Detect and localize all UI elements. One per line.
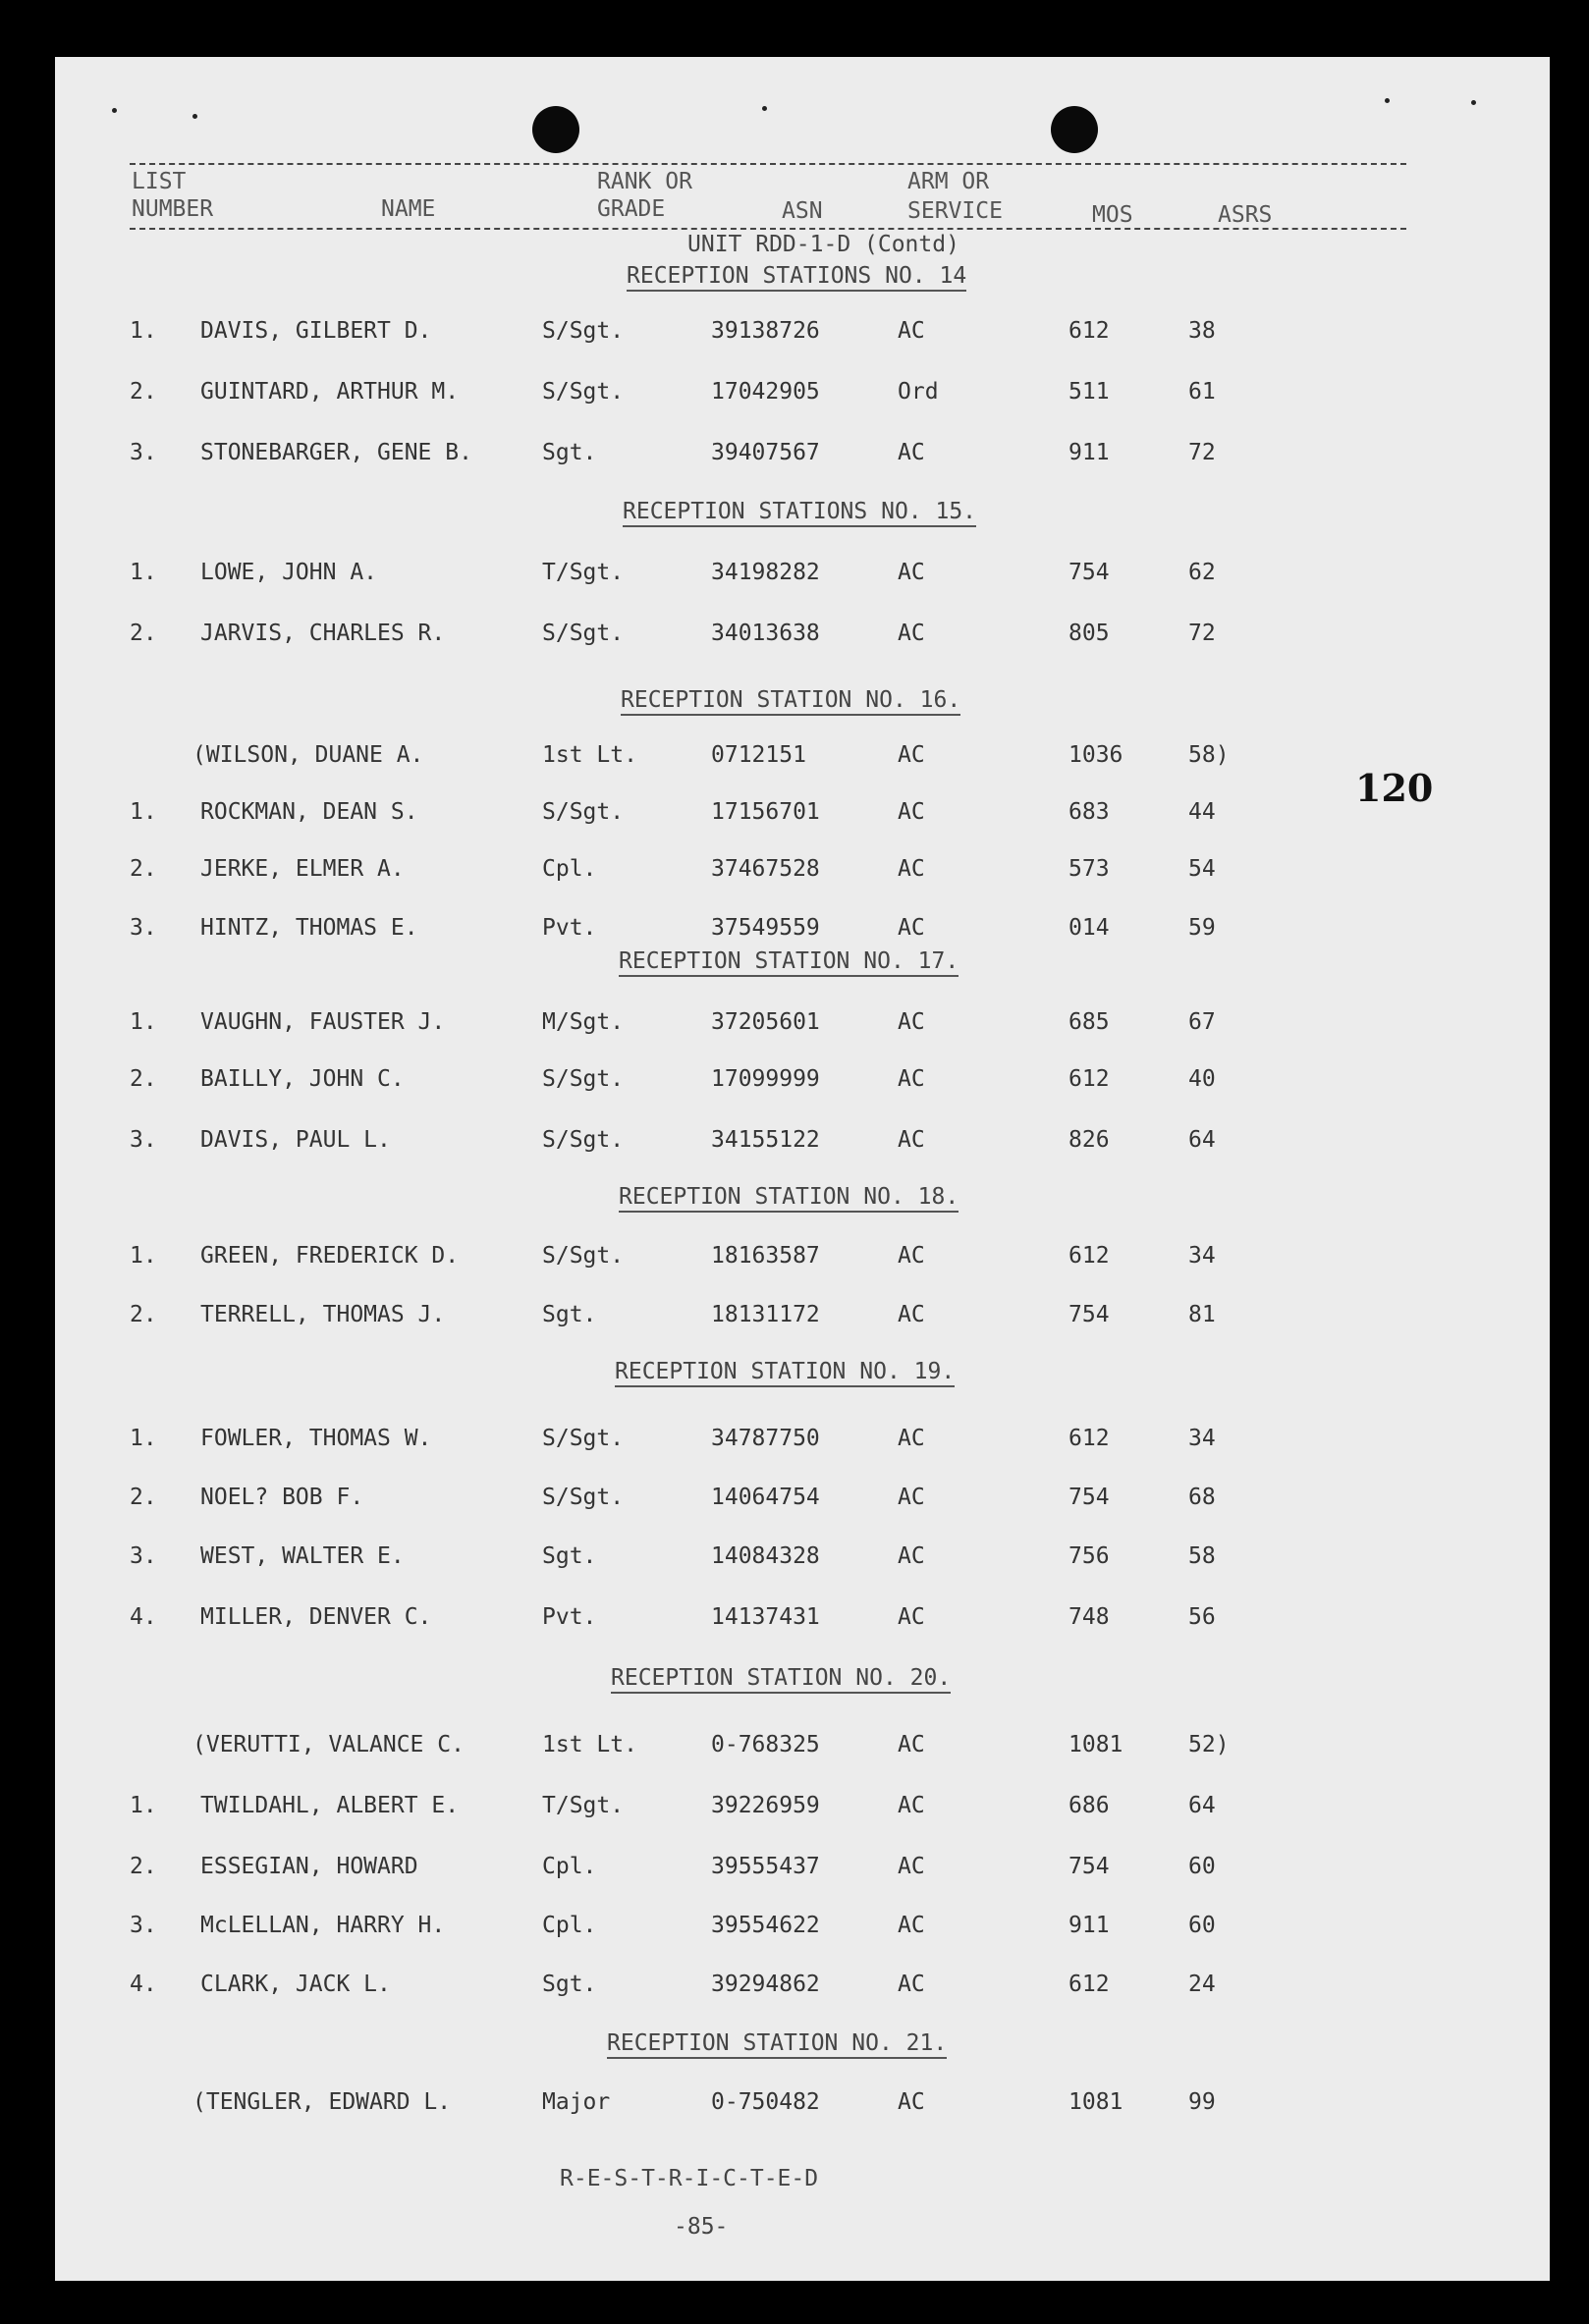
header-asrs: ASRS <box>1218 202 1273 228</box>
cell-arm: AC <box>898 1913 925 1938</box>
cell-num: 4. <box>130 1972 157 1997</box>
header-service: SERVICE <box>907 198 1003 224</box>
cell-asn: 39226959 <box>711 1793 820 1818</box>
cell-arm: AC <box>898 1243 925 1269</box>
cell-name: (WILSON, DUANE A. <box>192 742 424 768</box>
speck <box>1471 100 1476 105</box>
cell-mos: 612 <box>1068 1243 1110 1269</box>
cell-asrs: 38 <box>1188 318 1216 344</box>
cell-name: GUINTARD, ARTHUR M. <box>200 379 460 405</box>
cell-mos: 805 <box>1068 621 1110 646</box>
cell-rank: Pvt. <box>542 1604 597 1630</box>
cell-asn: 0-750482 <box>711 2089 820 2115</box>
cell-num: 2. <box>130 856 157 882</box>
cell-rank: Sgt. <box>542 440 597 465</box>
section-title: RECEPTION STATION NO. 18. <box>619 1184 959 1213</box>
cell-mos: 911 <box>1068 440 1110 465</box>
cell-asrs: 59 <box>1188 915 1216 941</box>
cell-asrs: 24 <box>1188 1972 1216 1997</box>
cell-name: STONEBARGER, GENE B. <box>200 440 472 465</box>
cell-asrs: 52) <box>1188 1732 1230 1757</box>
section-title: RECEPTION STATION NO. 16. <box>621 687 960 716</box>
cell-num: 1. <box>130 1793 157 1818</box>
cell-num: 2. <box>130 1066 157 1092</box>
cell-arm: AC <box>898 560 925 585</box>
cell-name: TERRELL, THOMAS J. <box>200 1302 446 1327</box>
cell-mos: 612 <box>1068 1426 1110 1451</box>
cell-arm: AC <box>898 1972 925 1997</box>
cell-rank: 1st Lt. <box>542 742 637 768</box>
cell-asrs: 67 <box>1188 1009 1216 1035</box>
header-arm: ARM OR <box>907 169 990 194</box>
cell-num: 1. <box>130 1009 157 1035</box>
cell-mos: 748 <box>1068 1604 1110 1630</box>
cell-rank: Pvt. <box>542 915 597 941</box>
cell-asrs: 81 <box>1188 1302 1216 1327</box>
cell-arm: AC <box>898 1543 925 1569</box>
cell-mos: 826 <box>1068 1127 1110 1153</box>
header-mos: MOS <box>1092 202 1133 228</box>
cell-asn: 0712151 <box>711 742 806 768</box>
cell-asrs: 68 <box>1188 1485 1216 1510</box>
cell-asn: 39294862 <box>711 1972 820 1997</box>
cell-num: 2. <box>130 1854 157 1879</box>
cell-num: 2. <box>130 1485 157 1510</box>
cell-arm: AC <box>898 440 925 465</box>
header-top-rule <box>130 163 1406 165</box>
section-title: RECEPTION STATION NO. 20. <box>611 1665 951 1694</box>
cell-asrs: 56 <box>1188 1604 1216 1630</box>
cell-num: 3. <box>130 915 157 941</box>
header-list: LIST <box>132 169 187 194</box>
cell-asrs: 58 <box>1188 1543 1216 1569</box>
cell-mos: 754 <box>1068 1302 1110 1327</box>
cell-asrs: 64 <box>1188 1127 1216 1153</box>
cell-asn: 39138726 <box>711 318 820 344</box>
cell-asn: 17156701 <box>711 799 820 825</box>
cell-arm: AC <box>898 1793 925 1818</box>
cell-name: JARVIS, CHARLES R. <box>200 621 446 646</box>
cell-num: 1. <box>130 318 157 344</box>
cell-name: (TENGLER, EDWARD L. <box>192 2089 452 2115</box>
cell-name: (VERUTTI, VALANCE C. <box>192 1732 465 1757</box>
cell-asrs: 60 <box>1188 1854 1216 1879</box>
cell-name: BAILLY, JOHN C. <box>200 1066 405 1092</box>
cell-name: CLARK, JACK L. <box>200 1972 391 1997</box>
cell-num: 2. <box>130 1302 157 1327</box>
cell-mos: 686 <box>1068 1793 1110 1818</box>
cell-num: 1. <box>130 799 157 825</box>
cell-mos: 756 <box>1068 1543 1110 1569</box>
header-grade: GRADE <box>597 196 666 222</box>
cell-mos: 014 <box>1068 915 1110 941</box>
header-name: NAME <box>381 196 436 222</box>
cell-asrs: 62 <box>1188 560 1216 585</box>
cell-rank: S/Sgt. <box>542 1127 625 1153</box>
cell-name: FOWLER, THOMAS W. <box>200 1426 432 1451</box>
cell-name: LOWE, JOHN A. <box>200 560 378 585</box>
cell-num: 3. <box>130 1913 157 1938</box>
cell-num: 2. <box>130 379 157 405</box>
cell-name: ESSEGIAN, HOWARD <box>200 1854 418 1879</box>
cell-arm: AC <box>898 2089 925 2115</box>
page-annotation: 120 <box>1355 766 1434 810</box>
cell-mos: 685 <box>1068 1009 1110 1035</box>
cell-asn: 37205601 <box>711 1009 820 1035</box>
cell-mos: 683 <box>1068 799 1110 825</box>
cell-asn: 14084328 <box>711 1543 820 1569</box>
cell-rank: Cpl. <box>542 1913 597 1938</box>
cell-asn: 0-768325 <box>711 1732 820 1757</box>
cell-asn: 39555437 <box>711 1854 820 1879</box>
cell-mos: 511 <box>1068 379 1110 405</box>
cell-arm: AC <box>898 318 925 344</box>
cell-rank: S/Sgt. <box>542 621 625 646</box>
cell-name: ROCKMAN, DEAN S. <box>200 799 418 825</box>
cell-name: DAVIS, GILBERT D. <box>200 318 432 344</box>
cell-rank: Sgt. <box>542 1972 597 1997</box>
cell-arm: AC <box>898 1426 925 1451</box>
cell-arm: AC <box>898 1127 925 1153</box>
header-number: NUMBER <box>132 196 214 222</box>
cell-num: 1. <box>130 1243 157 1269</box>
cell-mos: 1036 <box>1068 742 1123 768</box>
cell-name: WEST, WALTER E. <box>200 1543 405 1569</box>
cell-rank: T/Sgt. <box>542 1793 625 1818</box>
cell-mos: 612 <box>1068 1066 1110 1092</box>
speck <box>112 108 117 113</box>
cell-asrs: 60 <box>1188 1913 1216 1938</box>
cell-num: 1. <box>130 560 157 585</box>
cell-asrs: 72 <box>1188 440 1216 465</box>
cell-rank: Sgt. <box>542 1543 597 1569</box>
header-bottom-rule <box>130 228 1406 230</box>
unit-title: UNIT RDD-1-D (Contd) <box>687 232 959 257</box>
cell-arm: Ord <box>898 379 939 405</box>
cell-asn: 34013638 <box>711 621 820 646</box>
section-title: RECEPTION STATIONS NO. 14 <box>627 263 966 292</box>
cell-rank: Cpl. <box>542 856 597 882</box>
cell-name: JERKE, ELMER A. <box>200 856 405 882</box>
cell-asn: 39554622 <box>711 1913 820 1938</box>
cell-rank: Major <box>542 2089 611 2115</box>
speck <box>192 114 197 119</box>
section-title: RECEPTION STATION NO. 19. <box>615 1359 955 1387</box>
punch-hole-left <box>532 106 579 153</box>
cell-mos: 1081 <box>1068 1732 1123 1757</box>
cell-rank: S/Sgt. <box>542 1485 625 1510</box>
section-title: RECEPTION STATIONS NO. 15. <box>623 499 976 527</box>
punch-hole-right <box>1051 106 1098 153</box>
cell-asn: 14064754 <box>711 1485 820 1510</box>
cell-asn: 17099999 <box>711 1066 820 1092</box>
cell-rank: Cpl. <box>542 1854 597 1879</box>
cell-asn: 37549559 <box>711 915 820 941</box>
cell-arm: AC <box>898 1854 925 1879</box>
cell-rank: S/Sgt. <box>542 1066 625 1092</box>
cell-rank: Sgt. <box>542 1302 597 1327</box>
cell-name: GREEN, FREDERICK D. <box>200 1243 460 1269</box>
header-rank: RANK OR <box>597 169 692 194</box>
cell-arm: AC <box>898 856 925 882</box>
cell-arm: AC <box>898 1604 925 1630</box>
cell-mos: 1081 <box>1068 2089 1123 2115</box>
cell-asrs: 34 <box>1188 1243 1216 1269</box>
header-asn: ASN <box>782 198 823 224</box>
cell-asrs: 40 <box>1188 1066 1216 1092</box>
cell-mos: 754 <box>1068 1485 1110 1510</box>
cell-mos: 754 <box>1068 1854 1110 1879</box>
cell-mos: 612 <box>1068 318 1110 344</box>
cell-arm: AC <box>898 621 925 646</box>
cell-asn: 34155122 <box>711 1127 820 1153</box>
cell-name: MILLER, DENVER C. <box>200 1604 432 1630</box>
cell-asn: 18131172 <box>711 1302 820 1327</box>
cell-arm: AC <box>898 1302 925 1327</box>
cell-asn: 18163587 <box>711 1243 820 1269</box>
cell-rank: M/Sgt. <box>542 1009 625 1035</box>
cell-asrs: 64 <box>1188 1793 1216 1818</box>
cell-arm: AC <box>898 1066 925 1092</box>
cell-arm: AC <box>898 915 925 941</box>
cell-rank: T/Sgt. <box>542 560 625 585</box>
restricted-marking: R-E-S-T-R-I-C-T-E-D <box>560 2166 819 2191</box>
cell-num: 3. <box>130 1543 157 1569</box>
cell-rank: S/Sgt. <box>542 1426 625 1451</box>
section-title: RECEPTION STATION NO. 21. <box>607 2030 947 2059</box>
cell-asn: 37467528 <box>711 856 820 882</box>
cell-name: VAUGHN, FAUSTER J. <box>200 1009 446 1035</box>
cell-arm: AC <box>898 1485 925 1510</box>
cell-mos: 911 <box>1068 1913 1110 1938</box>
cell-arm: AC <box>898 1009 925 1035</box>
cell-name: McLELLAN, HARRY H. <box>200 1913 446 1938</box>
cell-asrs: 72 <box>1188 621 1216 646</box>
cell-asn: 34198282 <box>711 560 820 585</box>
cell-num: 3. <box>130 1127 157 1153</box>
cell-mos: 612 <box>1068 1972 1110 1997</box>
cell-asrs: 44 <box>1188 799 1216 825</box>
cell-rank: S/Sgt. <box>542 799 625 825</box>
cell-asn: 14137431 <box>711 1604 820 1630</box>
cell-asrs: 61 <box>1188 379 1216 405</box>
cell-asn: 34787750 <box>711 1426 820 1451</box>
cell-asrs: 34 <box>1188 1426 1216 1451</box>
section-title: RECEPTION STATION NO. 17. <box>619 948 959 977</box>
speck <box>762 106 767 111</box>
cell-name: TWILDAHL, ALBERT E. <box>200 1793 460 1818</box>
cell-asrs: 54 <box>1188 856 1216 882</box>
cell-asn: 39407567 <box>711 440 820 465</box>
cell-arm: AC <box>898 1732 925 1757</box>
cell-arm: AC <box>898 742 925 768</box>
cell-rank: S/Sgt. <box>542 318 625 344</box>
cell-mos: 754 <box>1068 560 1110 585</box>
cell-num: 2. <box>130 621 157 646</box>
cell-num: 1. <box>130 1426 157 1451</box>
cell-rank: 1st Lt. <box>542 1732 637 1757</box>
cell-name: HINTZ, THOMAS E. <box>200 915 418 941</box>
page-number: -85- <box>674 2214 729 2240</box>
cell-rank: S/Sgt. <box>542 1243 625 1269</box>
cell-mos: 573 <box>1068 856 1110 882</box>
speck <box>1385 98 1390 103</box>
cell-num: 3. <box>130 440 157 465</box>
cell-asn: 17042905 <box>711 379 820 405</box>
cell-name: DAVIS, PAUL L. <box>200 1127 391 1153</box>
cell-num: 4. <box>130 1604 157 1630</box>
cell-name: NOEL? BOB F. <box>200 1485 364 1510</box>
cell-asrs: 58) <box>1188 742 1230 768</box>
cell-rank: S/Sgt. <box>542 379 625 405</box>
cell-asrs: 99 <box>1188 2089 1216 2115</box>
cell-arm: AC <box>898 799 925 825</box>
